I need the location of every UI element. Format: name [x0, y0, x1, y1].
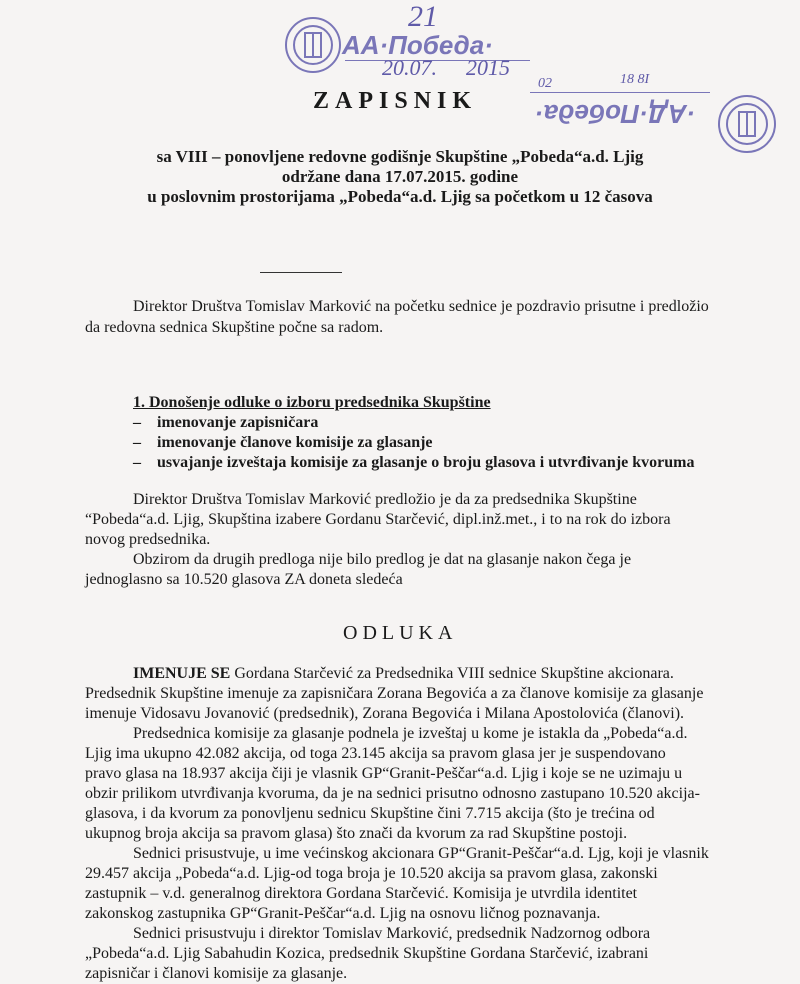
proposal-line-5: jednoglasno sa 10.520 glasova ZA doneta sledeća [85, 571, 403, 588]
agenda-item-text: imenovanje članove komisije za glasanje [157, 434, 433, 451]
agenda-heading: 1. Donošenje odluke o izboru predsednika Skupštine [133, 394, 491, 411]
decision-p1-text: Gordana Starčević za Predsednika VIII sednice Skupštine akcionara. [234, 665, 674, 682]
intro-line-1: Direktor Društva Tomislav Marković na početku sednice je pozdravio prisutne i predložio [133, 298, 709, 315]
decision-p2-line-6: ukupnog broja akcija sa pravom glasa) što znači da kvorum za rad Skupštine postoji. [85, 825, 628, 842]
decision-p4-line-1: Sednici prisustvuju i direktor Tomislav Marković, predsednik Nadzornog odbora [133, 925, 651, 942]
decision-p3-line-2: 29.457 akcija „Pobeda“a.d. Ljig-od toga broja je 10.520 akcija sa pravom glasa, zakonski [85, 865, 658, 882]
intro-line-2: da redovna sednica Skupštine počne sa radom. [85, 319, 384, 336]
header-line-3: u poslovnim prostorijama „Pobeda“a.d. Ljig sa početkom u 12 časova [147, 187, 653, 206]
handwritten-date: 20.07. [382, 55, 437, 80]
decision-p1-line-3: imenuje Vidosavu Jovanović (predsednik), Zorana Begovića i Milana Apostolovića (članovi). [85, 705, 685, 722]
proposal-line-1: Direktor Društva Tomislav Marković predložio je da za predsednika Skupštine [133, 491, 637, 508]
decision-p1-line-1 [133, 664, 674, 684]
decision-p2-line-2: Ljig ima ukupno 42.082 akcija, od toga 23.145 akcija sa pravom glasa jer je suspendovano [85, 745, 666, 762]
header-line-2: održane dana 17.07.2015. godine [281, 167, 519, 186]
decision-p2-line-4: obzir prilikom utvrđivanja kvoruma, da je na sednici prisutno odnosno zastupano 10.520 akcija- [85, 785, 700, 802]
proposal-line-2: “Pobeda“a.d. Ljig, Skupština izabere Gordanu Starčević, dipl.inž.met., i to na rok do izbora [85, 511, 671, 528]
agenda-item: – usvajanje izveštaja komisije za glasanje o broju glasova i utvrđivanje kvoruma [133, 454, 695, 471]
company-seal-left [285, 17, 341, 73]
decision-p4-line-3: zapisničar i članovi komisije za glasanje. [85, 965, 348, 982]
decision-p4-line-2: „Pobeda“a.d. Ljig Sabahudin Kozica, predsednik Skupštine Gordana Starčević, izabrani [85, 945, 649, 962]
handwritten-corner-right: 18 8I [620, 72, 650, 87]
decision-p3-line-4: zakonskog zastupnika GP“Granit-Peščar“a.d. Ljig na osnovu ličnog poznavanja. [85, 905, 601, 922]
stamp-company-name-right: ·АД·Победа· [535, 99, 696, 129]
agenda-item-text: usvajanje izveštaja komisije za glasanje o broju glasova i utvrđivanje kvoruma [157, 454, 695, 471]
decision-keyword: IMENUJE SE [133, 665, 231, 682]
header-line-1: sa VIII – ponovljene redovne godišnje Skupštine „Pobeda“a.d. Ljig [156, 147, 644, 166]
document-title: ZAPISNIK [313, 88, 478, 114]
seal-emblem-icon [287, 19, 339, 71]
proposal-line-3: novog predsednika. [85, 531, 211, 548]
decision-p2-line-3: pravo glasa na 18.937 akcija čiji je vlasnik GP“Granit-Peščar“a.d. Ljig i koje se ne uzimaju u [85, 765, 683, 782]
handwritten-page-number: 21 [408, 0, 438, 33]
agenda-item-text: imenovanje zapisničara [157, 414, 319, 431]
decision-p2-line-5: glasova, i da kvorum za ponovljenu sednicu Skupštine čini 7.715 akcija (što je trećina od [85, 805, 655, 822]
proposal-line-4: Obzirom da drugih predloga nije bilo predlog je dat na glasanje nakon čega je [133, 551, 632, 568]
stamp-line-right [530, 92, 710, 93]
handwritten-year: 2015 [466, 55, 510, 80]
handwritten-corner-left: 02 [538, 76, 552, 91]
separator-rule [260, 272, 342, 273]
agenda-item: – imenovanje zapisničara [133, 414, 319, 431]
stamp-company-name-left: AA·Победа· [342, 30, 493, 60]
decision-p3-line-1: Sednici prisustvuje, u ime većinskog akcionara GP“Granit-Peščar“a.d. Ljg, koji je vlasnik [133, 845, 709, 862]
company-seal-right [718, 95, 776, 153]
decision-p2-line-1: Predsednica komisije za glasanje podnela je izveštaj u kome je istakla da „Pobeda“a.d. [133, 725, 688, 742]
agenda-item: – imenovanje članove komisije za glasanje [133, 434, 433, 451]
seal-emblem-icon [720, 97, 774, 151]
decision-p1-line-2: Predsednik Skupštine imenuje za zapisničara Zorana Begovića a za članove komisije za glasanje [85, 685, 704, 702]
decision-p3-line-3: zastupnik – v.d. generalnog direktora Gordana Starčević. Komisija je utvrdila identitet [85, 885, 638, 902]
decision-title: ODLUKA [343, 622, 458, 644]
